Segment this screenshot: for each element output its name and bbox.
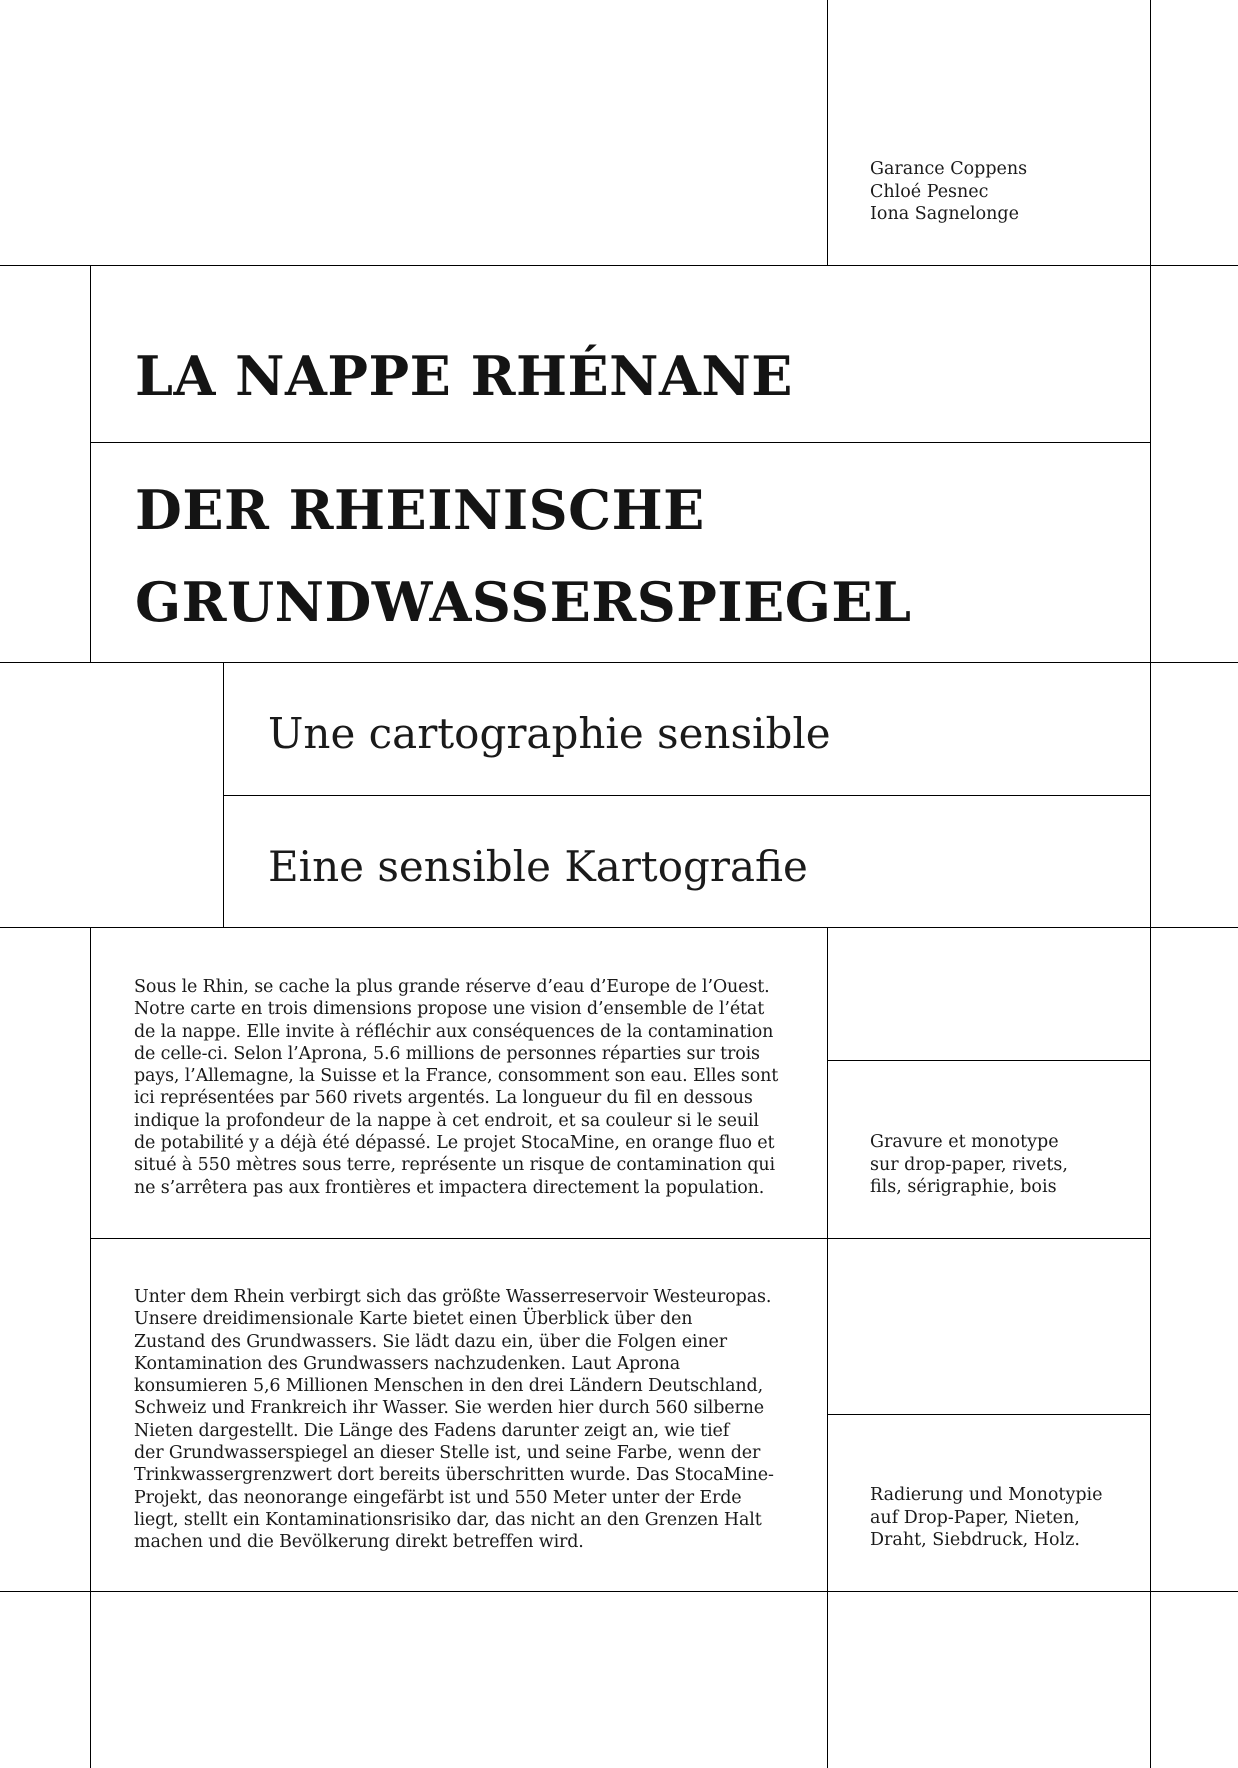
author-name: Iona Sagnelonge (870, 204, 1019, 224)
divider-v-1 (90, 265, 91, 662)
body-text-fr: Sous le Rhin, se cache la plus grande réserve d’eau d’Europe de l’Ouest. Notre carte en trois dimensions propose une vision d’ensemble de l’état de la nappe. Elle invite à réfléchir aux conséquences de la contamination de celle-ci. Selon l’Aprona, 5.6 millions de personnes réparties sur trois pays, l’Allemagne, la Suisse et la France, consomment son eau. Elles sont ici représentées par 560 rivets argentés. La longueur du fil en dessous indique la profondeur de la nappe à cet endroit, et sa couleur si le seuil de potabilité y a déjà été dépassé. Le projet StocaMine, en orange fluo et situé à 550 mètres sous terre, représente un risque de contamination qui ne s’arrêtera pas aux frontières et impactera directement la population. (134, 977, 779, 1198)
divider-h-7 (90, 1238, 1150, 1239)
divider-h-4 (223, 795, 1150, 796)
divider-v-3 (223, 662, 224, 927)
subtitle-de: Eine sensible Kartografie (268, 842, 808, 891)
title-de-line2: GRUNDWASSERSPIEGEL (135, 570, 912, 634)
title-fr: LA NAPPE RHÉNANE (135, 344, 793, 408)
title-de-line1: DER RHEINISCHE (135, 478, 705, 542)
divider-h-9 (0, 1591, 1238, 1592)
caption-fr: Gravure et monotype sur drop-paper, rivets, fils, sérigraphie, bois (870, 1132, 1068, 1197)
divider-h-1 (0, 265, 1238, 266)
divider-h-8 (827, 1414, 1150, 1415)
caption-de: Radierung und Monotypie auf Drop-Paper, Nieten, Draht, Siebdruck, Holz. (870, 1485, 1103, 1550)
subtitle-fr: Une cartographie sensible (268, 709, 831, 758)
divider-v-2 (90, 927, 91, 1768)
author-name: Chloé Pesnec (870, 181, 989, 202)
author-name: Garance Coppens (870, 159, 1028, 179)
body-text-de: Unter dem Rhein verbirgt sich das größte Wasserreservoir Westeuropas. Unsere dreidimensionale Karte bietet einen Überblick über den Zustand des Grundwassers. Sie lädt dazu ein, über die Folgen einer Kontamination des Grundwassers nachzudenken. Laut Aprona konsumieren 5,6 Millionen Menschen in den drei Ländern Deutschland, Schweiz und Frankreich ihr Wasser. Sie werden hier durch 560 silberne Nieten dargestellt. Die Länge des Fadens darunter zeigt an, wie tief der Grundwasserspiegel an dieser Stelle ist, und seine Farbe, wenn der Trinkwassergrenzwert dort bereits überschritten wurde. Das StocaMine- Projekt, das neonorange eingefärbt ist und 550 Meter unter der Erde liegt, stellt ein Kontaminationsrisiko dar, das nicht an den Grenzen Halt machen und die Bevölkerung direkt betreffen wird. (134, 1287, 774, 1553)
divider-v-6 (1150, 0, 1151, 1768)
divider-h-3 (0, 662, 1238, 663)
divider-h-2 (90, 442, 1150, 443)
divider-h-5 (0, 927, 1238, 928)
divider-v-4 (827, 0, 828, 265)
authors-list (870, 158, 1027, 226)
divider-h-6 (827, 1060, 1150, 1061)
divider-v-5 (827, 927, 828, 1768)
